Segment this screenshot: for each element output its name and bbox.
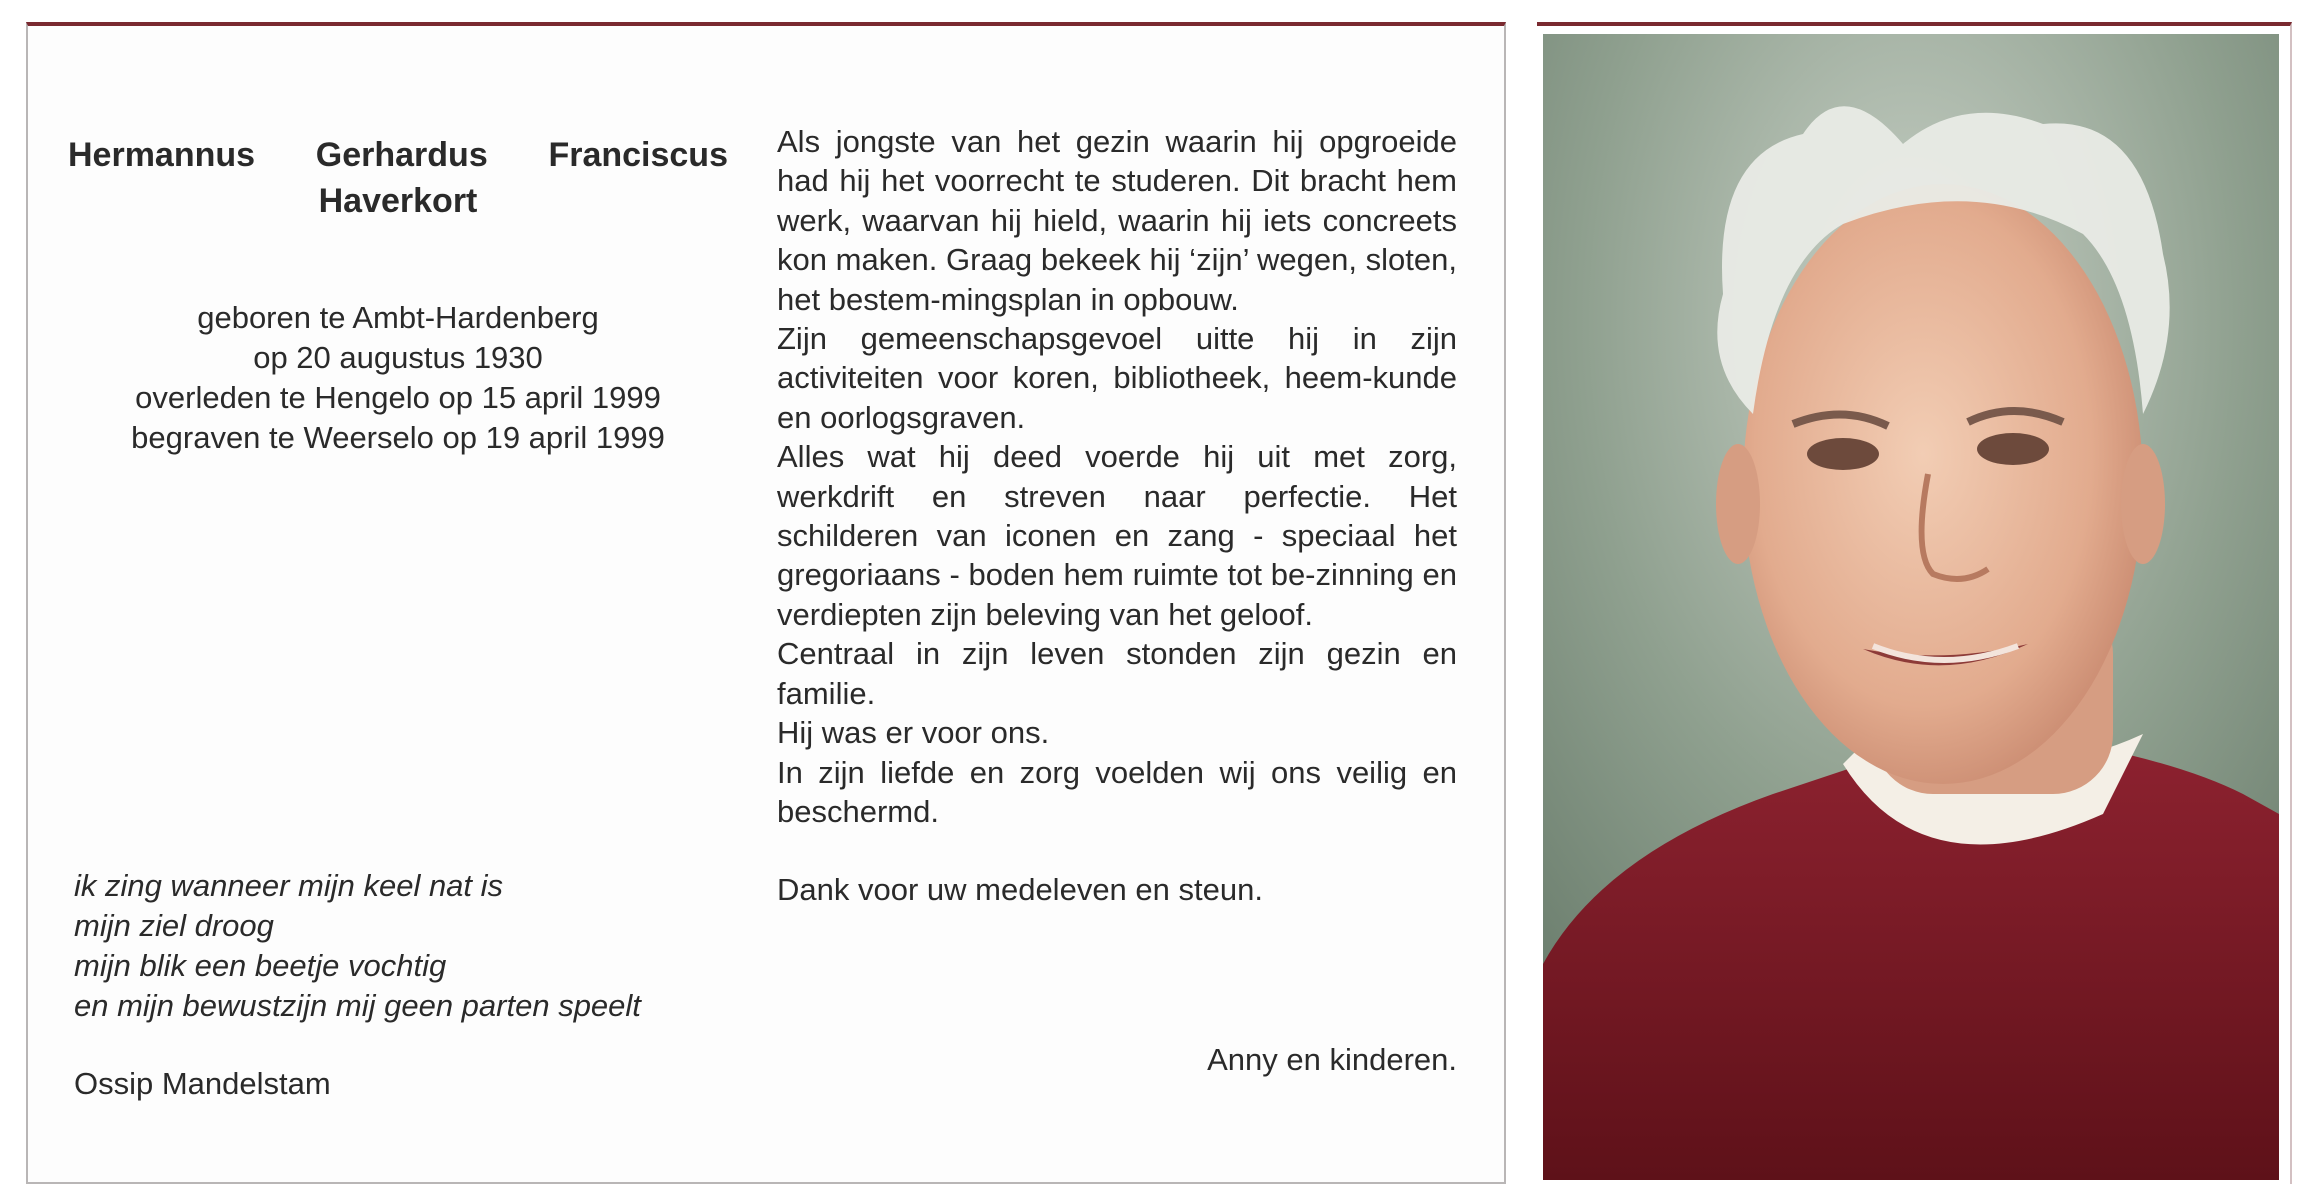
paragraph: Alles wat hij deed voerde hij uit met zorg, werkdrift en streven naar perfectie. Het schilderen van iconen en zang - speciaal het gregoriaans - boden hem ruimte tot be-zinning en verdiepten zijn beleving van het geloof. xyxy=(777,439,1457,632)
face-shape xyxy=(1743,184,2143,784)
signature: Anny en kinderen. xyxy=(1207,1042,1457,1077)
paragraph: Zijn gemeenschapsgevoel uitte hij in zijn activiteiten voor koren, bibliotheek, heem-kunde en oorlogsgraven. xyxy=(777,321,1457,435)
poem-line: en mijn bewustzijn mij geen parten speelt xyxy=(74,988,641,1023)
portrait-illustration xyxy=(1543,34,2279,1180)
death-line: overleden te Hengelo op 15 april 1999 xyxy=(135,380,661,415)
paragraph: Hij was er voor ons. xyxy=(777,715,1050,751)
thanks-line: Dank voor uw medeleven en steun. xyxy=(777,872,1263,908)
birth-place: geboren te Ambt-Hardenberg xyxy=(197,300,599,335)
photo-frame xyxy=(1537,22,2292,1184)
memorial-text xyxy=(777,122,1457,910)
poem-line: mijn ziel droog xyxy=(74,908,274,943)
paragraph: In zijn liefde en zorg voelden wij ons veilig en beschermd. xyxy=(777,754,1457,829)
portrait-photo xyxy=(1543,34,2279,1180)
card-left-page xyxy=(28,26,768,1182)
paragraph: Centraal in zijn leven stonden zijn gezin en familie. xyxy=(777,636,1457,711)
surname: Haverkort xyxy=(318,182,478,220)
life-dates xyxy=(68,298,728,458)
birth-date: op 20 augustus 1930 xyxy=(253,340,543,375)
poem xyxy=(74,866,641,1026)
deceased-name xyxy=(68,132,728,224)
third-name: Franciscus xyxy=(548,136,728,174)
poem-author: Ossip Mandelstam xyxy=(74,1066,331,1101)
burial-line: begraven te Weerselo op 19 april 1999 xyxy=(131,420,665,455)
poem-line: mijn blik een beetje vochtig xyxy=(74,948,447,983)
poem-line: ik zing wanneer mijn keel nat is xyxy=(74,868,504,903)
second-name: Gerhardus xyxy=(315,136,488,174)
paragraph: Als jongste van het gezin waarin hij opgroeide had hij het voorrecht te studeren. Dit bracht hem werk, waarvan hij hield, waarin hij iets concreets kon maken. Graag bekeek hij ‘zijn’ wegen, sloten, het bestem-mingsplan in opbouw. xyxy=(777,124,1457,317)
first-name: Hermannus xyxy=(68,136,256,174)
